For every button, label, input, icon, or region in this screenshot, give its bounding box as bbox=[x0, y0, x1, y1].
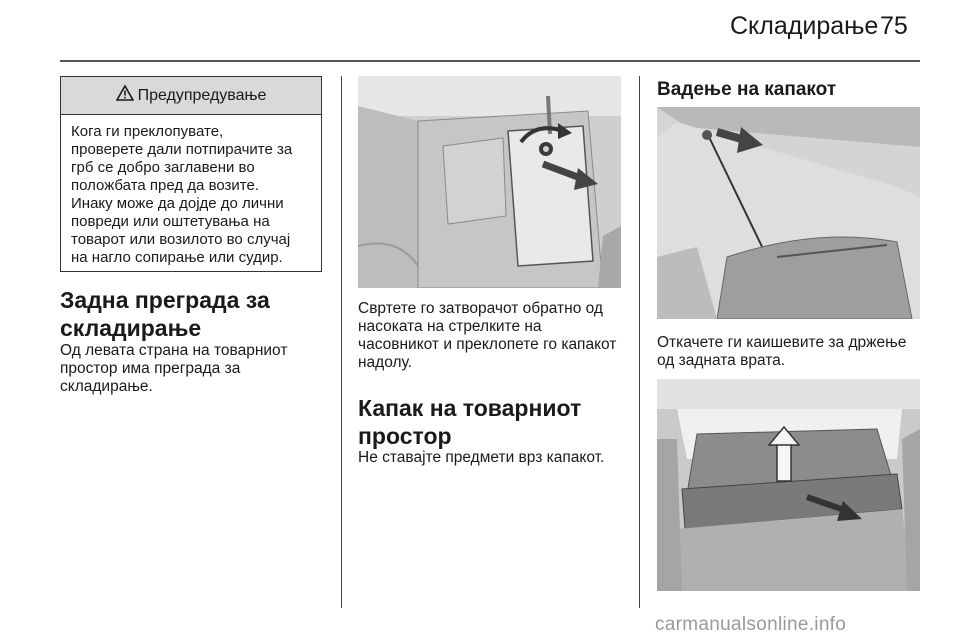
caption-line: надолу. bbox=[358, 354, 413, 371]
heading-line: Задна преграда за bbox=[60, 287, 270, 313]
text-line: Не ставајте предмети врз капакот. bbox=[358, 449, 605, 466]
warning-title: Предупредување bbox=[137, 86, 267, 104]
heading-remove-cover: Вадење на капакот bbox=[657, 79, 837, 100]
caption-line: часовникот и преклопете го капакот bbox=[358, 336, 617, 353]
warning-line: Инаку може да дојде до лични bbox=[71, 195, 284, 212]
text-line: простор има преграда за bbox=[60, 360, 241, 377]
caption-line: Откачете ги каишевите за држење bbox=[657, 334, 907, 351]
header-title: Складирање bbox=[730, 12, 879, 40]
text-line: складирање. bbox=[60, 378, 153, 395]
caption-line: насоката на стрелките на bbox=[358, 318, 542, 335]
caption-line: од задната врата. bbox=[657, 352, 786, 369]
warning-line: проверете дали потпирачите за bbox=[71, 141, 293, 158]
page-number: 75 bbox=[880, 12, 908, 40]
heading-line: Капак на товарниот bbox=[358, 395, 582, 421]
heading-rear-partition bbox=[60, 286, 270, 342]
header-divider bbox=[60, 60, 920, 62]
warning-triangle-icon bbox=[116, 85, 134, 106]
footer-watermark[interactable]: carmanualsonline.info bbox=[655, 614, 847, 635]
warning-line: на нагло сопирање или судир. bbox=[71, 249, 283, 266]
column-divider-2 bbox=[639, 76, 640, 608]
warning-line: товарот или возилото во случај bbox=[71, 231, 291, 248]
warning-line: грб се добро заглавени во bbox=[71, 159, 255, 176]
photo-storage-compartment bbox=[358, 76, 621, 288]
right-caption bbox=[657, 334, 906, 370]
heading-load-cover bbox=[358, 394, 581, 450]
warning-line: Кога ги преклопувате, bbox=[71, 123, 224, 140]
photo-tailgate-straps bbox=[657, 107, 920, 319]
warning-header bbox=[61, 77, 321, 115]
warning-body bbox=[61, 115, 321, 275]
column-divider-1 bbox=[341, 76, 342, 608]
heading-line: складирање bbox=[60, 315, 202, 341]
text-line: Од левата страна на товарниот bbox=[60, 342, 288, 359]
middle-caption bbox=[358, 300, 616, 372]
caption-line: Свртете го затворачот обратно од bbox=[358, 300, 603, 317]
heading-line: простор bbox=[358, 423, 452, 449]
rear-partition-text bbox=[60, 342, 287, 396]
warning-line: повреди или оштетувања на bbox=[71, 213, 270, 230]
load-cover-text bbox=[358, 449, 604, 467]
photo-cargo-cover bbox=[657, 379, 920, 591]
warning-box bbox=[60, 76, 322, 272]
warning-line: положбата пред да возите. bbox=[71, 177, 260, 194]
